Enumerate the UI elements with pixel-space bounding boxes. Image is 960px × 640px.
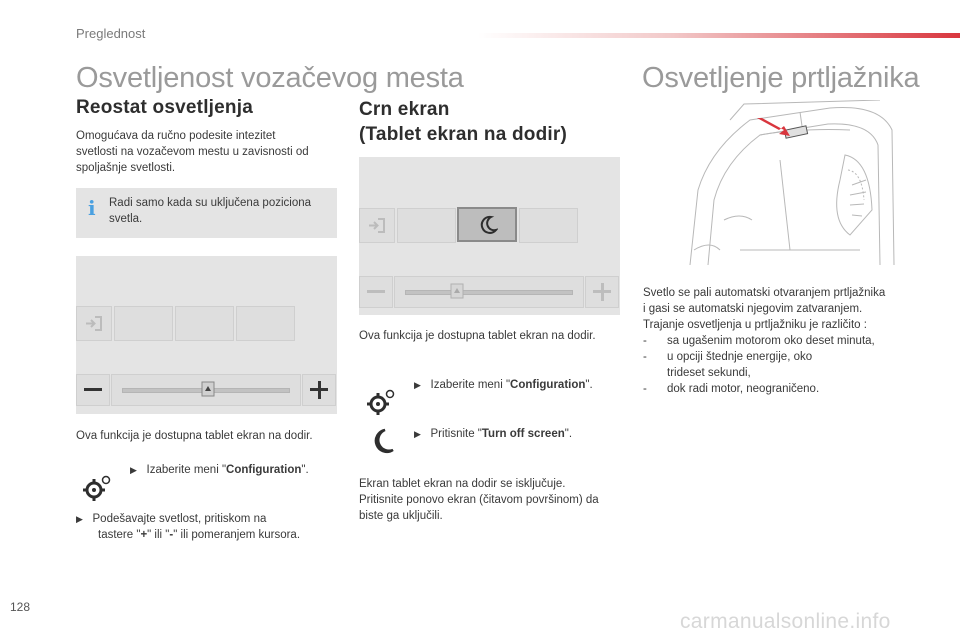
- exit-icon: [77, 307, 111, 340]
- minus-icon: [367, 290, 385, 293]
- list-item: - dok radi motor, neograničeno.: [643, 383, 820, 395]
- triangle-bullet-icon: ▶︎: [130, 465, 137, 475]
- info-icon: i: [88, 196, 96, 220]
- reostat-intro-line: spoljašnje svetlosti.: [76, 162, 176, 174]
- screen-tile: [397, 208, 456, 243]
- crn-step-configuration: ▶︎ Izaberite meni "Configuration".: [414, 379, 593, 391]
- black-screen-illustration: [359, 157, 620, 315]
- header-accent-bar: [478, 33, 960, 38]
- page-number: 128: [10, 600, 31, 614]
- minus-button: [359, 276, 393, 308]
- info-box: [76, 188, 337, 238]
- crn-outro: Ekran tablet ekran na dodir se isključuje. Pritisnite ponovo ekran (čitavom površinom) da biste ga uključili.: [359, 478, 599, 522]
- screen-tile: [175, 306, 234, 341]
- reostat-intro: [76, 128, 346, 176]
- moon-icon: [478, 215, 498, 235]
- watermark: carmanualsonline.info: [680, 610, 891, 633]
- reostat-intro-line: svetlosti na vozačevom mestu u zavisnosti od: [76, 146, 309, 158]
- reostat-availability: Ova funkcija je dostupna tablet ekran na dodir.: [76, 430, 313, 442]
- section-tag: Preglednost: [76, 26, 146, 41]
- gear-icon: [82, 474, 112, 502]
- heading-crn-ekran: Crn ekran (Tablet ekran na dodir): [359, 99, 567, 145]
- info-text: [109, 195, 331, 227]
- info-text-line: Radi samo kada su uključena poziciona: [109, 197, 312, 209]
- brightness-slider: [111, 374, 301, 406]
- trunk-light-illustration: [680, 100, 902, 272]
- gear-icon: [366, 388, 396, 416]
- moon-icon: [369, 428, 395, 456]
- triangle-bullet-icon: ▶︎: [76, 514, 83, 524]
- crn-step-turn-off: ▶︎ Pritisnite "Turn off screen".: [414, 428, 573, 440]
- plus-icon-v: [601, 283, 604, 301]
- plus-button: [302, 374, 336, 406]
- brightness-slider: [394, 276, 584, 308]
- list-item: - sa ugašenim motorom oko deset minuta,: [643, 335, 875, 347]
- list-item: - u opciji štednje energije, oko trideset sekundi,: [643, 351, 813, 379]
- screen-tile: [236, 306, 295, 341]
- exit-icon: [360, 209, 394, 242]
- brightness-screen-illustration: [76, 256, 337, 414]
- minus-icon: [84, 388, 102, 391]
- screen-tile: [114, 306, 173, 341]
- plus-button: [585, 276, 619, 308]
- screen-tile: [519, 208, 578, 243]
- slider-line: [405, 290, 573, 295]
- plus-icon-v: [318, 381, 321, 399]
- trunk-light-description: Svetlo se pali automatski otvaranjem prtljažnika i gasi se automatski njegovim zatvaranjem. Trajanje osvetljenja u prtljažniku je različito : - sa ugašenim motorom oko deset minuta, - u opciji štednje energije, oko trideset sekundi, - dok radi motor, neograničeno.: [643, 285, 923, 397]
- screen-exit-button: [76, 306, 112, 341]
- slider-cursor-icon: [201, 381, 215, 397]
- page-title-left: Osvetljenost vozačevog mesta: [76, 62, 464, 94]
- page-title-right: Osvetljenje prtljažnika: [642, 62, 920, 94]
- crn-availability: Ova funkcija je dostupna tablet ekran na dodir.: [359, 330, 596, 342]
- reostat-intro-line: Omogućava da ručno podesite intezitet: [76, 130, 276, 142]
- minus-button: [76, 374, 110, 406]
- reostat-step-configuration: ▶︎ Izaberite meni "Configuration".: [130, 464, 309, 476]
- info-text-line: svetla.: [109, 213, 143, 225]
- turn-off-screen-tile: [457, 207, 517, 242]
- slider-cursor-icon: [450, 283, 464, 299]
- heading-reostat: Reostat osvetljenja: [76, 97, 253, 118]
- screen-exit-button: [359, 208, 395, 243]
- triangle-bullet-icon: ▶︎: [414, 380, 421, 390]
- reostat-step-adjust: ▶︎ Podešavajte svetlost, pritiskom na tastere "+" ili "-" ili pomeranjem kursora.: [76, 513, 301, 541]
- triangle-bullet-icon: ▶︎: [414, 429, 421, 439]
